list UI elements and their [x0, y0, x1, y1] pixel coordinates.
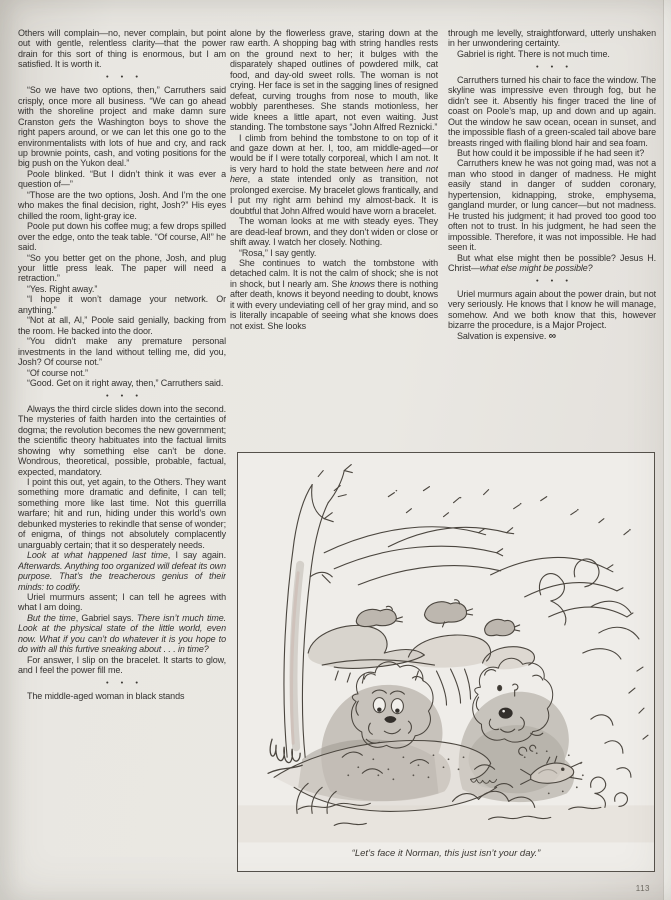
paragraph: Always the third circle slides down into the second. The mysteries of faith harden into the certainties of dogma; the revolution becomes the new government; the scientific theory habituates into the factual limits showing why something else can’t be done. Wondrous, theoretical, possible, probable, factual, expected, mandatory. [18, 403, 226, 477]
paragraph: For answer, I slip on the bracelet. It starts to glow, and I feel the power fill me. [18, 654, 226, 676]
page-number: 113 [635, 884, 650, 893]
paragraph: But the time, Gabriel says. There isn’t much time. Look at the physical state of the little world, even now. What if you can’t do whatever it is you hope to do with all this furtive sneaking about . . . in time? [18, 612, 226, 655]
paragraph: Uriel murmurs assent; I can tell he agrees with what I am doing. [18, 592, 226, 613]
section-separator: • • • [105, 390, 144, 400]
paragraph: alone by the flowerless grave, staring down at the raw earth. A shopping bag with string handles rests on the ground next to her; it bulges with the disparately shaped outlines of powdered milk, cat food, and day-old sweet rolls. The woman is not crying. Her face is set in the sagging lines of resigned defeat, curving troughs from nose to mouth, like wobbly parentheses. She stands motionless, her wide knees a little apart, not even waiting. Just standing. The tombstone says “John Alfred Reznicki.” [230, 28, 438, 133]
paragraph: Uriel murmurs again about the power drain, but not very seriously. He knows that I know he will manage, somehow. And we both know that this, however bizarre the procedure, is a Major Project. [448, 288, 656, 331]
paragraph: Others will complain—no, never complain, but point out with gentle, relentless clarity—that the power drain for this sort of thing is enormous, but I am satisfied. It is worth it. [18, 28, 226, 70]
paragraph: “You didn’t make any premature personal investments in the land without telling me, did you, Josh? Of course not.” [18, 336, 226, 368]
cartoon-illustration [238, 453, 654, 846]
paragraph: But how could it be impossible if he had seen it? [457, 147, 645, 158]
paragraph: “Those are the two options, Josh. And I’m the one who makes the final decision, right, Josh?” His eyes chilled the room, light-gray ice. [18, 189, 226, 221]
paragraph: I climb from behind the tombstone to on top of it and gaze down at her. I, too, am middle-aged—or would be if I were totally corporeal, which I am not. It is very hard to hold the state between here and not here, a state intended only as transition, not prolonged exercise. My bracelet glows frantically, and I put my right arm behind my almost-back. It is doubtful that John Alfred would have worn a bracelet. [230, 132, 438, 216]
paragraph: Gabriel is right. There is not much time. [457, 48, 610, 59]
text-column-middle [230, 28, 438, 448]
page-edge [663, 0, 671, 900]
paragraph: Carruthers turned his chair to face the window. The skyline was impressive even through fog, but he didn’t see it. Absently his finger traced the line of coast on Poole’s map, up and down and up again. Out the window he saw ocean, ocean in sunset, and the impossible flash of a green-scaled tail above bare breasts ringed with flailing blond hair and sea foam. [448, 74, 656, 148]
paragraph: “So we have two options, then,” Carruthers said crisply, once more all business. “We can go ahead with the shoreline project and make damn sure Cranston gets the Washington boys to shove the right papers around, or we can let this one go to the environmentalists with lots of hue and cry, and rack up brownie points, cash, and voting positions for the big push on the Yukon deal.” [18, 85, 226, 169]
text-column-left [18, 28, 226, 892]
cartoon-caption: “Let’s face it Norman, this just isn’t your day.” [351, 848, 541, 859]
paragraph: Carruthers knew he was not going mad, was not a man who stood in danger of madness. He might easily stand in danger of sudden coronary, hypertension, kidnapping, stroke, emphysema, gangland murder, or lung cancer—but not madness. He trusted his judgment; it had proved too good too often not to trust. In his judgment, he had seen the impossible. Therefore, it was not impossible. He had seen it. [448, 158, 656, 253]
cartoon-panel [237, 452, 655, 872]
paragraph: The woman looks at me with steady eyes. They are dead-leaf brown, and they don’t widen or close or shift away. I watch her closely. Nothing. [230, 216, 438, 248]
paragraph: “Yes. Right away.” [27, 283, 98, 294]
paragraph: Poole blinked. “But I didn’t think it was ever a question of—” [18, 168, 226, 190]
paragraph: Poole put down his coffee mug; a few drops spilled over the edge, onto the teak table. “Of course, Al!” he said. [18, 221, 226, 253]
section-separator: • • • [535, 61, 574, 71]
section-separator: • • • [535, 275, 574, 285]
paragraph: through me levelly, straightforward, utterly unshaken in her unwondering certainty. [448, 28, 656, 49]
paragraph: “Good. Get on it right away, then,” Carruthers said. [27, 377, 224, 388]
paragraph: Look at what happened last time, I say again. Afterwards. Anything too organized will defeat its own purpose. That’s the treacherous genius of their minds: to codify. [18, 550, 226, 592]
paragraph: “Not at all, Al,” Poole said genially, backing from the room. He backed into the door. [18, 315, 226, 336]
paragraph: But what else might then be possible? Jesus H. Christ—what else might be possible? [448, 252, 656, 273]
paragraph: “So you better get on the phone, Josh, and plug your little press leak. The paper will need a retraction.” [18, 252, 226, 284]
section-separator: • • • [105, 72, 144, 82]
paragraph: Salvation is expensive. ∞ [457, 329, 556, 342]
text-column-right [448, 28, 656, 448]
paragraph: “Rosa,” I say gently. [239, 247, 317, 258]
paragraph: “I hope it won’t damage your network. Or anything.” [18, 294, 226, 315]
section-separator: • • • [105, 678, 144, 688]
paragraph: I point this out, yet again, to the Others. They want something more dramatic and definite, I can tell; something more like last time. Not this guerrilla warfare; hit and run, hiding under this world’s own debunked mysteries to rekindle that sense of wonder; of enigma, of things not absolutely complacently unarguably certain; that it so desperately needs. [18, 477, 226, 550]
paragraph: She continues to watch the tombstone with detached calm. It is not the calm of shock; she is not in shock, but I nearly am. She knows there is nothing after death, knows it beyond needing to doubt, knows it with every undeviating cell of her gray mind, and so is literally incapable of seeing what she knows does not exist. She looks [230, 257, 438, 331]
paragraph: The middle-aged woman in black stands [27, 691, 185, 702]
paragraph: “Of course not.” [27, 367, 88, 378]
